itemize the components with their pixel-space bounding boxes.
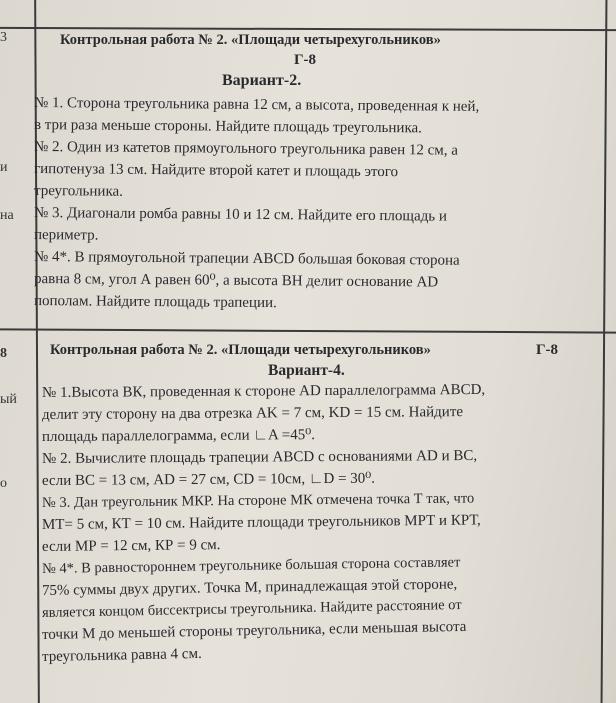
- variant-2-grade: Г-8: [294, 52, 317, 68]
- task-line: № 2. Один из катетов прямоугольного треугольника равен 12 см, а: [33, 139, 459, 159]
- task-line: является концом биссектрисы треугольника. Найдите расстояние от: [41, 596, 462, 621]
- variant-2-tasks: [34, 92, 479, 312]
- task-line: гипотенуза 13 см. Найдите второй катет и площадь этого: [33, 161, 399, 181]
- margin-number-top: 3: [0, 30, 7, 45]
- task-line: в три раза меньше стороны. Найдите площадь треугольника.: [33, 117, 423, 137]
- task-line: № 3. Дан треугольник МКР. На стороне МК отмечена точка Т так, что: [41, 490, 475, 511]
- task-line: треугольника.: [33, 183, 124, 200]
- variant-4-tasks: [42, 382, 485, 668]
- task-line: делит эту сторону на два отрезка AK = 7 см, KD = 15 см. Найдите: [41, 404, 464, 423]
- right-border: [601, 0, 608, 703]
- variant-4-label: Вариант-4.: [268, 362, 345, 379]
- task-line: № 1. Сторона треугольника равна 12 см, а высота, проведенная к ней,: [33, 95, 480, 115]
- variant-2-title: Контрольная работа № 2. «Площади четырехугольников»: [60, 32, 441, 48]
- task-line: если МР = 12 см, КР = 9 см.: [41, 537, 221, 555]
- task-line: площадь параллелограмма, если ∟A =45⁰.: [41, 427, 316, 445]
- task-line: периметр.: [33, 227, 99, 244]
- task-line: равна 8 см, угол А равен 60⁰, а высота BH делит основание AD: [33, 271, 439, 291]
- task-line: № 3. Диагонали ромба равны 10 и 12 см. Найдите его площадь и: [33, 205, 447, 225]
- task-line: если BC = 13 см, AD = 27 см, CD = 10см, ∟D = 30⁰.: [41, 470, 376, 489]
- margin-fragment: о: [0, 476, 7, 491]
- variant-2-label: Вариант-2.: [222, 72, 302, 89]
- task-line: пополам. Найдите площадь трапеции.: [33, 293, 277, 312]
- task-line: МТ= 5 см, КТ = 10 см. Найдите площади треугольников МРТ и КРТ,: [41, 512, 481, 533]
- task-line: точки М до меньшей стороны треугольника, если меньшая высота: [41, 618, 467, 643]
- variant-4-grade: Г-8: [536, 342, 559, 358]
- task-line: треугольника равна 4 см.: [41, 645, 202, 665]
- margin-fragment: и: [0, 160, 8, 175]
- top-border: [0, 27, 616, 31]
- margin-fragment: на: [0, 208, 14, 223]
- task-line: № 4*. В прямоугольной трапеции ABCD большая боковая сторона: [33, 249, 460, 269]
- row-divider: [0, 328, 616, 333]
- margin-fragment: ый: [0, 392, 17, 407]
- task-line: № 1.Высота ВК, проведенная к стороне AD параллелограмма ABCD,: [41, 381, 486, 401]
- task-line: № 4*. В равностороннем треугольнике большая сторона составляет: [41, 554, 461, 577]
- margin-number-mid: 8: [0, 346, 7, 361]
- task-line: 75% суммы двух других. Точка М, принадлежащая этой стороне,: [41, 576, 458, 599]
- variant-4-title: Контрольная работа № 2. «Площади четырехугольников»: [50, 342, 431, 358]
- task-line: № 2. Вычислите площадь трапеции ABCD с основаниями AD и BC,: [41, 447, 478, 467]
